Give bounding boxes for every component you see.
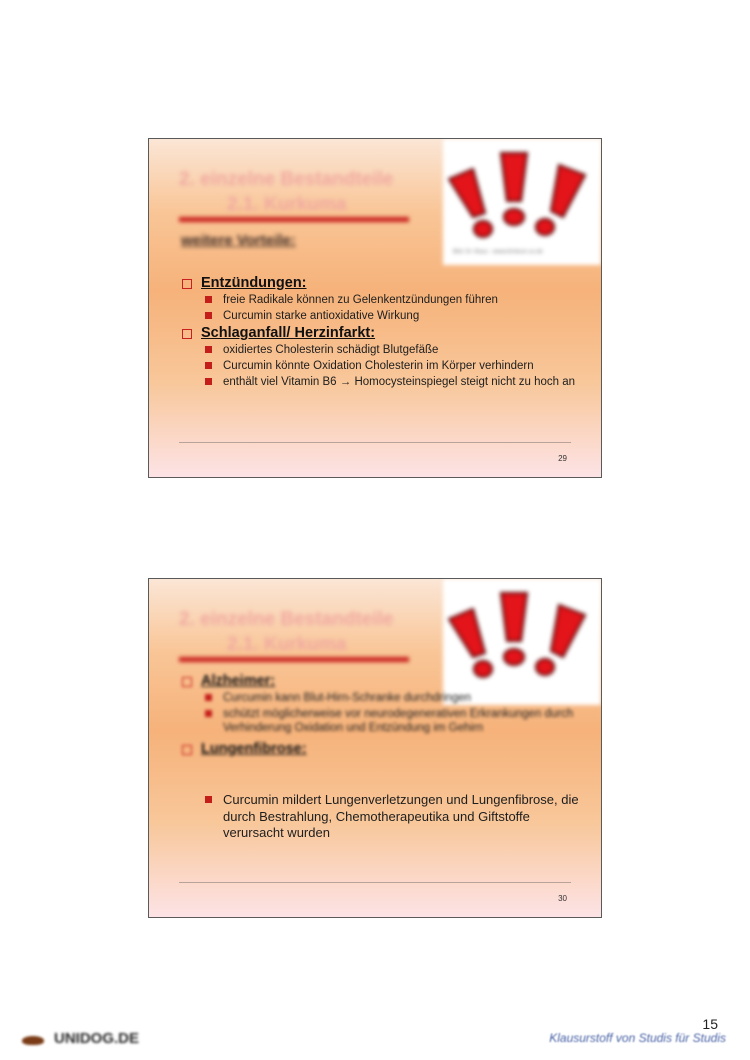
bullet-list <box>179 343 583 389</box>
image-caption: Bild: Dr. Klaus - www.klinikum-xx.de <box>453 249 543 255</box>
section-schlaganfall <box>179 325 583 389</box>
bullet-square-icon <box>205 378 212 385</box>
section-lungenfibrose <box>179 741 583 758</box>
title-line-1: 2. einzelne Bestandteile <box>179 169 394 190</box>
exclamation-image <box>443 139 601 265</box>
bullet-square-icon <box>205 362 212 369</box>
slide-content <box>179 275 583 391</box>
list-item <box>201 343 583 357</box>
list-item-text: Curcumin starke antioxidative Wirkung <box>223 310 420 322</box>
bullet-list <box>179 792 583 842</box>
section-heading <box>179 673 583 690</box>
bullet-square-icon <box>205 710 212 717</box>
list-item <box>201 691 583 705</box>
section-heading-text: Entzündungen: <box>201 275 307 291</box>
title-line-2: 2.1. Kurkuma <box>227 634 347 655</box>
list-item-text: freie Radikale können zu Gelenkentzündungen führen <box>223 294 498 306</box>
section-alzheimer <box>179 673 583 735</box>
slide-header <box>149 139 601 267</box>
section-box-icon <box>182 329 192 339</box>
section-heading-text: Schlaganfall/ Herzinfarkt: <box>201 325 376 341</box>
slide-number: 29 <box>558 454 567 463</box>
section-box-icon <box>182 677 192 687</box>
section-heading-text: Lungenfibrose: <box>201 741 307 757</box>
section-heading <box>179 325 583 342</box>
list-item <box>201 707 583 735</box>
list-item-text: Curcumin kann Blut-Hirn-Schranke durchdringen <box>223 692 472 704</box>
list-item <box>201 375 583 389</box>
logo-icon <box>22 1036 44 1045</box>
section-box-icon <box>182 745 192 755</box>
slide-title <box>179 167 393 217</box>
footer-tagline: Klausurstoff von Studis für Studis <box>549 1031 726 1045</box>
list-item <box>201 309 583 323</box>
section-entzuendungen <box>179 275 583 323</box>
title-line-2: 2.1. Kurkuma <box>227 194 347 215</box>
section-heading-text: Alzheimer: <box>201 673 276 689</box>
section-heading <box>179 275 583 292</box>
list-item-text: Curcumin mildert Lungenverletzungen und Lungenfibrose, die durch Bestrahlung, Chemotherapeutika und Giftstoffe verursacht wurden <box>223 792 579 840</box>
bullet-square-icon <box>205 296 212 303</box>
list-item-text: Curcumin könnte Oxidation Cholesterin im Körper verhindern <box>223 360 534 372</box>
list-item <box>201 792 583 842</box>
title-underline-bar <box>179 657 409 662</box>
bullet-square-icon <box>205 346 212 353</box>
bullet-square-icon <box>205 694 212 701</box>
slide-content-blurred <box>179 673 583 758</box>
slide-30 <box>148 578 602 918</box>
section-heading <box>179 741 583 758</box>
footer-divider <box>179 882 571 883</box>
bullet-square-icon <box>205 796 212 803</box>
slide-29 <box>148 138 602 478</box>
list-item <box>201 359 583 373</box>
slide-title <box>179 607 393 657</box>
page-number: 15 <box>702 1016 718 1032</box>
list-item-text: oxidiertes Cholesterin schädigt Blutgefäße <box>223 344 439 356</box>
title-underline-bar <box>179 217 409 222</box>
title-line-1: 2. einzelne Bestandteile <box>179 609 394 630</box>
slide-content <box>179 791 583 844</box>
slide-subheading: weitere Vorteile: <box>181 232 296 249</box>
list-item-text: schützt möglicherweise vor neurodegenerativen Erkrankungen durch Verhinderung Oxidation und Entzündung im Gehirn <box>223 708 574 734</box>
list-item <box>201 293 583 307</box>
footer-divider <box>179 442 571 443</box>
brand-logo <box>22 1030 152 1052</box>
brand-name: UNIDOG.DE <box>54 1030 140 1047</box>
slide-number: 30 <box>558 894 567 903</box>
bullet-list <box>179 293 583 323</box>
list-item-text: enthält viel Vitamin B6 → Homocysteinspiegel steigt nicht zu hoch an <box>223 376 576 388</box>
bullet-list <box>179 691 583 735</box>
section-box-icon <box>182 279 192 289</box>
exclamation-marks-icon <box>443 139 601 265</box>
bullet-square-icon <box>205 312 212 319</box>
